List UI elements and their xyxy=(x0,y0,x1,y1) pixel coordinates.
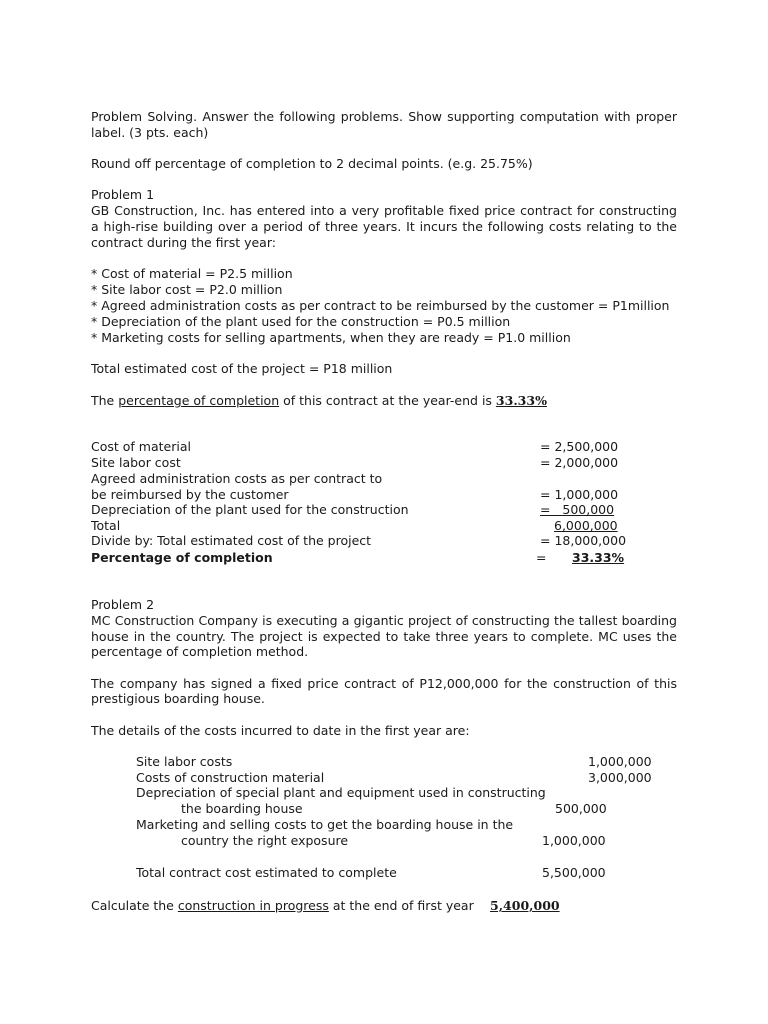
problem-1-desc-line-2: a high-rise building over a period of three years. It incurs the following costs relating to the xyxy=(91,219,677,234)
contract-line-2: prestigious boarding house. xyxy=(91,691,265,706)
problem-1-desc-line-1: GB Construction, Inc. has entered into a very profitable fixed price contract for constructing xyxy=(91,203,677,218)
document-page xyxy=(91,0,677,1024)
question-prefix: Calculate the xyxy=(91,898,178,913)
cost-bullet-marketing: * Marketing costs for selling apartments, when they are ready = P1.0 million xyxy=(91,330,571,345)
problem-2-heading: Problem 2 xyxy=(91,597,155,612)
cost-item-value: 500,000 xyxy=(555,801,607,816)
construction-in-progress-answer: 5,400,000 xyxy=(490,898,560,913)
answer-mid: of this contract at the year-end is xyxy=(279,393,496,408)
computation-value: = 1,000,000 xyxy=(540,487,619,502)
rounding-note: Round off percentage of completion to 2 decimal points. (e.g. 25.75%) xyxy=(91,156,533,171)
cost-item-label: Site labor costs xyxy=(136,754,233,769)
answer-term: percentage of completion xyxy=(118,393,280,408)
computation-total: 6,000,000 xyxy=(554,518,618,533)
cost-item-value: 3,000,000 xyxy=(588,770,652,785)
cost-item-label: Costs of construction material xyxy=(136,770,325,785)
computation-label: Agreed administration costs as per contract to xyxy=(91,471,383,486)
computation-value: = 2,500,000 xyxy=(540,439,619,454)
cost-item-label: Depreciation of special plant and equipment used in constructing xyxy=(136,785,546,800)
answer-value: 33.33% xyxy=(495,393,547,408)
cost-item-label: Marketing and selling costs to get the boarding house in the xyxy=(136,817,514,832)
answer-prefix: The xyxy=(91,393,119,408)
computation-label: Cost of material xyxy=(91,439,191,454)
problem-2-desc-line-2: house in the country. The project is expected to take three years to complete. MC uses the xyxy=(91,629,677,644)
total-contract-cost-label: Total contract cost estimated to complete xyxy=(136,865,397,880)
instructions-line-2: label. (3 pts. each) xyxy=(91,125,209,140)
problem-1-answer-line xyxy=(91,393,547,409)
percentage-of-completion-value: 33.33% xyxy=(572,550,625,565)
question-suffix: at the end of first year xyxy=(328,898,474,913)
problem-2-desc-line-1: MC Construction Company is executing a gigantic project of constructing the tallest boarding xyxy=(91,613,677,628)
problem-2-question xyxy=(91,898,474,914)
cost-item-value: 1,000,000 xyxy=(542,833,606,848)
cost-bullet-admin: * Agreed administration costs as per contract to be reimbursed by the customer = P1million xyxy=(91,298,670,313)
cost-item-label: country the right exposure xyxy=(181,833,349,848)
computation-value: = 2,000,000 xyxy=(540,455,619,470)
problem-2-desc-line-3: percentage of completion method. xyxy=(91,644,309,659)
problem-1-desc-line-3: contract during the first year: xyxy=(91,235,276,250)
computation-label: be reimbursed by the customer xyxy=(91,487,289,502)
cost-item-label: the boarding house xyxy=(181,801,303,816)
problem-1-heading: Problem 1 xyxy=(91,187,155,202)
instructions-line-1: Problem Solving. Answer the following problems. Show supporting computation with proper xyxy=(91,109,677,124)
cost-bullet-depreciation: * Depreciation of the plant used for the construction = P0.5 million xyxy=(91,314,511,329)
cost-item-value: 1,000,000 xyxy=(588,754,652,769)
question-term: construction in progress xyxy=(177,898,329,913)
percentage-of-completion-label: Percentage of completion xyxy=(91,550,273,565)
computation-label: Site labor cost xyxy=(91,455,181,470)
cost-bullet-material: * Cost of material = P2.5 million xyxy=(91,266,293,281)
computation-value: = 18,000,000 xyxy=(540,533,627,548)
details-intro: The details of the costs incurred to date in the first year are: xyxy=(91,723,470,738)
total-estimated-cost: Total estimated cost of the project = P18 million xyxy=(91,361,393,376)
computation-label: Depreciation of the plant used for the construction xyxy=(91,502,409,517)
computation-label: Divide by: Total estimated cost of the project xyxy=(91,533,372,548)
contract-line-1: The company has signed a fixed price contract of P12,000,000 for the construction of this xyxy=(91,676,677,691)
percentage-equals: = xyxy=(536,550,547,565)
cost-bullet-labor: * Site labor cost = P2.0 million xyxy=(91,282,283,297)
total-contract-cost-value: 5,500,000 xyxy=(542,865,606,880)
computation-value: = 500,000 xyxy=(540,502,615,517)
computation-label: Total xyxy=(91,518,121,533)
